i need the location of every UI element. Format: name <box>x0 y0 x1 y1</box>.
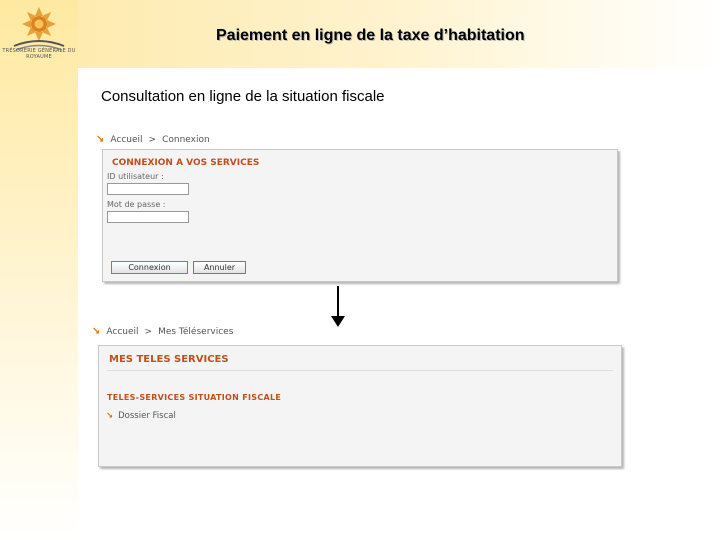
orange-diagonal-arrow-icon: ↘ <box>106 411 114 421</box>
down-arrow-icon <box>331 286 345 328</box>
section-title: TELES-SERVICES SITUATION FISCALE <box>107 393 282 402</box>
divider <box>107 370 613 371</box>
orange-diagonal-arrow-icon: ↘ <box>92 326 101 337</box>
slide-subtitle: Consultation en ligne de la situation fiscale <box>101 88 385 105</box>
user-id-label: ID utilisateur : <box>107 172 164 181</box>
breadcrumb-current: Mes Téléservices <box>158 327 234 337</box>
breadcrumb <box>92 326 233 337</box>
breadcrumb-separator: > <box>148 135 157 145</box>
user-id-field[interactable] <box>107 183 189 195</box>
logo-caption: TRÉSORERIE GÉNÉRALE DU ROYAUME <box>2 48 76 60</box>
services-panel <box>98 345 622 467</box>
dossier-fiscal-label: Dossier Fiscal <box>118 411 176 421</box>
cancel-button[interactable]: Annuler <box>193 261 246 274</box>
breadcrumb-separator: > <box>144 327 153 337</box>
breadcrumb-home-link[interactable]: Accueil <box>106 327 139 337</box>
password-label: Mot de passe : <box>107 200 166 209</box>
login-panel <box>102 149 618 282</box>
login-panel-title: CONNEXION A VOS SERVICES <box>112 158 260 168</box>
breadcrumb <box>96 134 210 145</box>
orange-diagonal-arrow-icon: ↘ <box>96 134 105 145</box>
services-panel-title: MES TELES SERVICES <box>109 354 229 365</box>
slide-title: Paiement en ligne de la taxe d’habitation <box>216 27 525 44</box>
breadcrumb-home-link[interactable]: Accueil <box>110 135 143 145</box>
password-field[interactable] <box>107 211 189 223</box>
sidebar-band <box>0 0 78 540</box>
breadcrumb-current: Connexion <box>162 135 210 145</box>
login-button[interactable]: Connexion <box>111 261 188 274</box>
dossier-fiscal-link[interactable] <box>106 411 176 421</box>
